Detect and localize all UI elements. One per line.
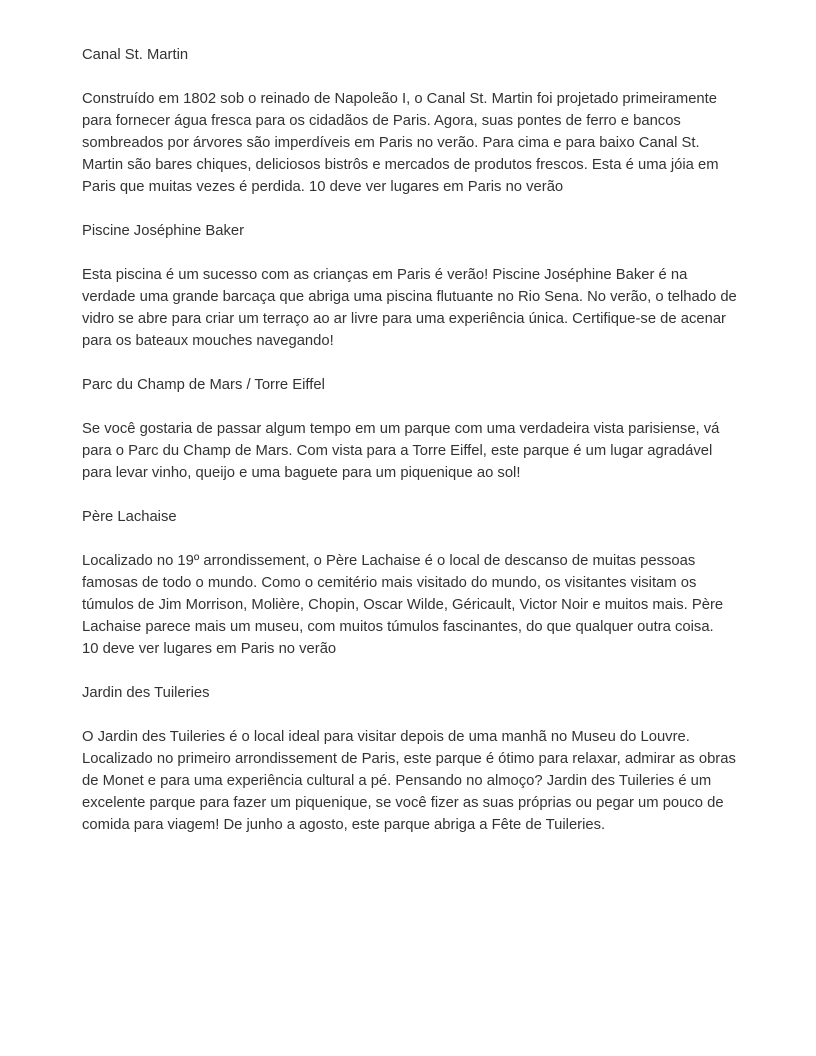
section-heading: Parc du Champ de Mars / Torre Eiffel xyxy=(82,377,325,393)
section-canal-st-martin xyxy=(82,44,737,198)
section-heading: Piscine Joséphine Baker xyxy=(82,223,245,239)
section-heading: Jardin des Tuileries xyxy=(82,685,210,701)
section-footer-line: 10 deve ver lugares em Paris no verão xyxy=(82,641,337,657)
section-heading: Canal St. Martin xyxy=(82,47,189,63)
section-paragraph: Construído em 1802 sob o reinado de Napoleão I, o Canal St. Martin foi projetado primeiramente para fornecer água fresca para os cidadãos de Paris. Agora, suas pontes de ferro e bancos sombreados por árvores são imperdíveis em Paris no verão. Para cima e para baixo Canal St. Martin são bares chiques, deliciosos bistrôs e mercados de produtos frescos. Esta é uma jóia em Paris que muitas vezes é perdida. 10 deve ver lugares em Paris no verão xyxy=(82,91,719,195)
section-paragraph: Se você gostaria de passar algum tempo em um parque com uma verdadeira vista parisiense, vá para o Parc du Champ de Mars. Com vista para a Torre Eiffel, este parque é um lugar agradável para levar vinho, queijo e uma baguete para um piquenique ao sol! xyxy=(82,421,720,481)
section-heading: Père Lachaise xyxy=(82,509,177,525)
section-pere-lachaise xyxy=(82,506,737,660)
section-parc-du-champ-de-mars xyxy=(82,374,737,484)
section-paragraph: O Jardin des Tuileries é o local ideal para visitar depois de uma manhã no Museu do Louvre. Localizado no primeiro arrondissement de Paris, este parque é ótimo para relaxar, admirar as obras de Monet e para uma experiência cultural a pé. Pensando no almoço? Jardin des Tuileries é um excelente parque para fazer um piquenique, se você fizer as suas próprias ou pegar um pouco de comida para viagem! De junho a agosto, este parque abriga a Fête de Tuileries. xyxy=(82,729,736,833)
section-piscine-josephine-baker xyxy=(82,220,737,352)
section-paragraph: Esta piscina é um sucesso com as crianças em Paris é verão! Piscine Joséphine Baker é na verdade uma grande barcaça que abriga uma piscina flutuante no Rio Sena. No verão, o telhado de vidro se abre para criar um terraço ao ar livre para uma experiência única. Certifique-se de acenar para os bateaux mouches navegando! xyxy=(82,267,737,349)
section-jardin-des-tuileries xyxy=(82,682,737,836)
section-paragraph: Localizado no 19º arrondissement, o Père Lachaise é o local de descanso de muitas pessoas famosas de todo o mundo. Como o cemitério mais visitado do mundo, os visitantes visitam os túmulos de Jim Morrison, Molière, Chopin, Oscar Wilde, Géricault, Victor Noir e muitos mais. Père Lachaise parece mais um museu, com muitos túmulos fascinantes, do que qualquer outra coisa. xyxy=(82,553,724,635)
